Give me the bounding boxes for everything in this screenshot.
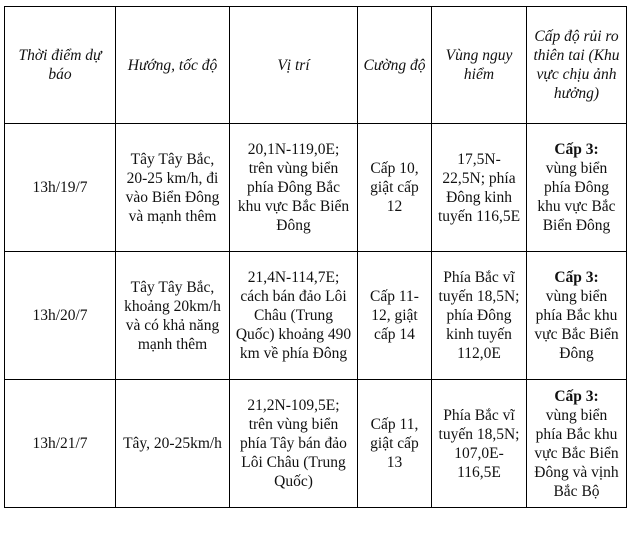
header-time: Thời điểm dự báo [5, 7, 116, 124]
risk-area-text: vùng biển phía Bắc khu vực Bắc Biển Đông và vịnh Bắc Bộ [534, 406, 619, 500]
risk-area-text: vùng biển phía Bắc khu vực Bắc Biển Đông [534, 288, 619, 362]
storm-forecast-table [4, 6, 627, 508]
table-row [5, 124, 627, 252]
cell-intensity: Cấp 11, giật cấp 13 [358, 380, 432, 508]
cell-position: 21,4N-114,7E; cách bán đảo Lôi Châu (Trung Quốc) khoảng 490 km về phía Đông [230, 252, 358, 380]
cell-danger-zone: 17,5N-22,5N; phía Đông kinh tuyến 116,5E [432, 124, 527, 252]
header-position: Vị trí [230, 7, 358, 124]
cell-position: 20,1N-119,0E; trên vùng biển phía Đông Bắc khu vực Bắc Biển Đông [230, 124, 358, 252]
header-direction-speed: Hướng, tốc độ [116, 7, 230, 124]
cell-time: 13h/21/7 [5, 380, 116, 508]
risk-level-label: Cấp 3: [554, 387, 599, 405]
cell-intensity: Cấp 10, giật cấp 12 [358, 124, 432, 252]
risk-area-text: vùng biển phía Đông khu vực Bắc Biển Đông [537, 160, 616, 234]
cell-intensity: Cấp 11-12, giật cấp 14 [358, 252, 432, 380]
cell-risk [527, 252, 627, 380]
risk-level-label: Cấp 3: [554, 141, 599, 158]
cell-position: 21,2N-109,5E; trên vùng biển phía Tây bán đảo Lôi Châu (Trung Quốc) [230, 380, 358, 508]
cell-risk [527, 124, 627, 252]
header-intensity: Cường độ [358, 7, 432, 124]
table-row [5, 252, 627, 380]
cell-risk [527, 380, 627, 508]
cell-direction-speed: Tây Tây Bắc, 20-25 km/h, đi vào Biển Đông và mạnh thêm [116, 124, 230, 252]
cell-direction-speed: Tây Tây Bắc, khoảng 20km/h và có khả năng mạnh thêm [116, 252, 230, 380]
header-risk-level: Cấp độ rủi ro thiên tai (Khu vực chịu ảnh hưởng) [527, 7, 627, 124]
cell-danger-zone: Phía Bắc vĩ tuyến 18,5N; 107,0E-116,5E [432, 380, 527, 508]
table-row [5, 380, 627, 508]
cell-danger-zone: Phía Bắc vĩ tuyến 18,5N; phía Đông kinh tuyến 112,0E [432, 252, 527, 380]
risk-level-label: Cấp 3: [554, 269, 599, 286]
header-row [5, 7, 627, 124]
cell-time: 13h/20/7 [5, 252, 116, 380]
cell-direction-speed: Tây, 20-25km/h [116, 380, 230, 508]
cell-time: 13h/19/7 [5, 124, 116, 252]
header-danger-zone: Vùng nguy hiểm [432, 7, 527, 124]
